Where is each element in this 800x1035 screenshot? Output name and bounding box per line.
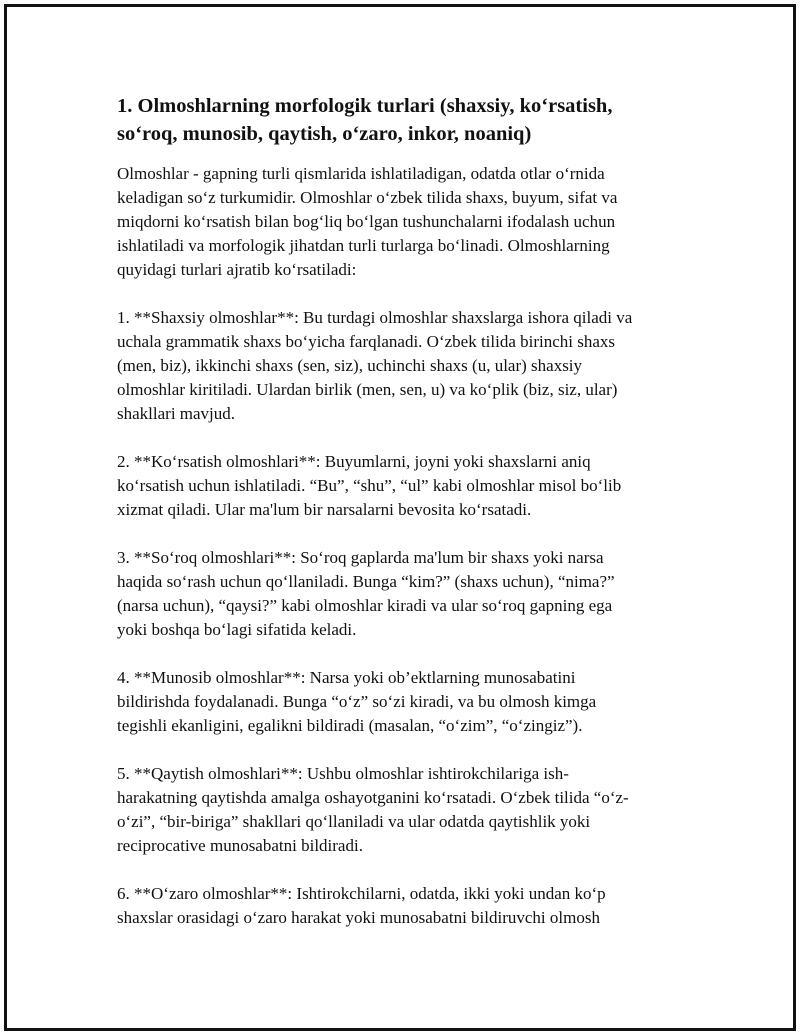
- paragraph-demonstrative-pronouns: 2. **Ko‘rsatish olmoshlari**: Buyumlarni, joyni yoki shaxslarni aniq ko‘rsatish uchun ishlatiladi. “Bu”, “shu”, “ul” kabi olmoshlar misol bo‘lib xizmat qiladi. Ular ma'lum bir narsalarni bevosita ko‘rsatadi.: [117, 452, 622, 519]
- paragraph-possessive-pronouns: 4. **Munosib olmoshlar**: Narsa yoki ob’ektlarning munosabatini bildirishda foydalanadi. Bunga “o‘z” so‘zi kiradi, va bu olmosh kimga tegishli ekanligini, egalikni bildiradi (masalan, “o‘zim”, “o‘zingiz”).: [117, 668, 597, 735]
- paragraph-personal-pronouns: 1. **Shaxsiy olmoshlar**: Bu turdagi olmoshlar shaxslarga ishora qiladi va uchala grammatik shaxs bo‘yicha farqlanadi. O‘zbek tilida birinchi shaxs (men, biz), ikkinchi shaxs (sen, siz), uchinchi shaxs (u, ular) shaxsiy olmoshlar kiritiladi. Ulardan birlik (men, sen, u) va ko‘plik (biz, siz, ular) shakllari mavjud.: [117, 308, 633, 423]
- paragraph-reflexive-pronouns: 5. **Qaytish olmoshlari**: Ushbu olmoshlar ishtirokchilariga ish- harakatning qaytishda amalga oshayotganini ko‘rsatadi. O‘zbek tilida “o‘z- o‘zi”, “bir-biriga” shakllari qo‘llaniladi va ular odatda qaytishlik yoki reciprocative munosabatni bildiradi.: [117, 764, 629, 855]
- document-body: [117, 92, 687, 954]
- paragraph-interrogative-pronouns: 3. **So‘roq olmoshlari**: So‘roq gaplarda ma'lum bir shaxs yoki narsa haqida so‘rash uchun qo‘llaniladi. Bunga “kim?” (shaxs uchun), “nima?” (narsa uchun), “qaysi?” kabi olmoshlar kiradi va ular so‘roq gapning ega yoki boshqa bo‘lagi sifatida keladi.: [117, 548, 615, 639]
- document-title: 1. Olmoshlarning morfologik turlari (shaxsiy, ko‘rsatish, so‘roq, munosib, qaytish, o‘zaro, inkor, noaniq): [117, 95, 613, 145]
- intro-paragraph: Olmoshlar - gapning turli qismlarida ishlatiladigan, odatda otlar o‘rnida keladigan so‘z turkumidir. Olmoshlar o‘zbek tilida shaxs, buyum, sifat va miqdorni ko‘rsatish bilan bog‘liq bo‘lgan tushunchalarni ifodalash uchun ishlatiladi va morfologik jihatdan turli turlarga bo‘linadi. Olmoshlarning quyidagi turlari ajratib ko‘rsatiladi:: [117, 164, 618, 279]
- paragraph-reciprocal-pronouns: 6. **O‘zaro olmoshlar**: Ishtirokchilarni, odatda, ikki yoki undan ko‘p shaxslar orasidagi o‘zaro harakat yoki munosabatni bildiruvchi olmosh: [117, 884, 606, 927]
